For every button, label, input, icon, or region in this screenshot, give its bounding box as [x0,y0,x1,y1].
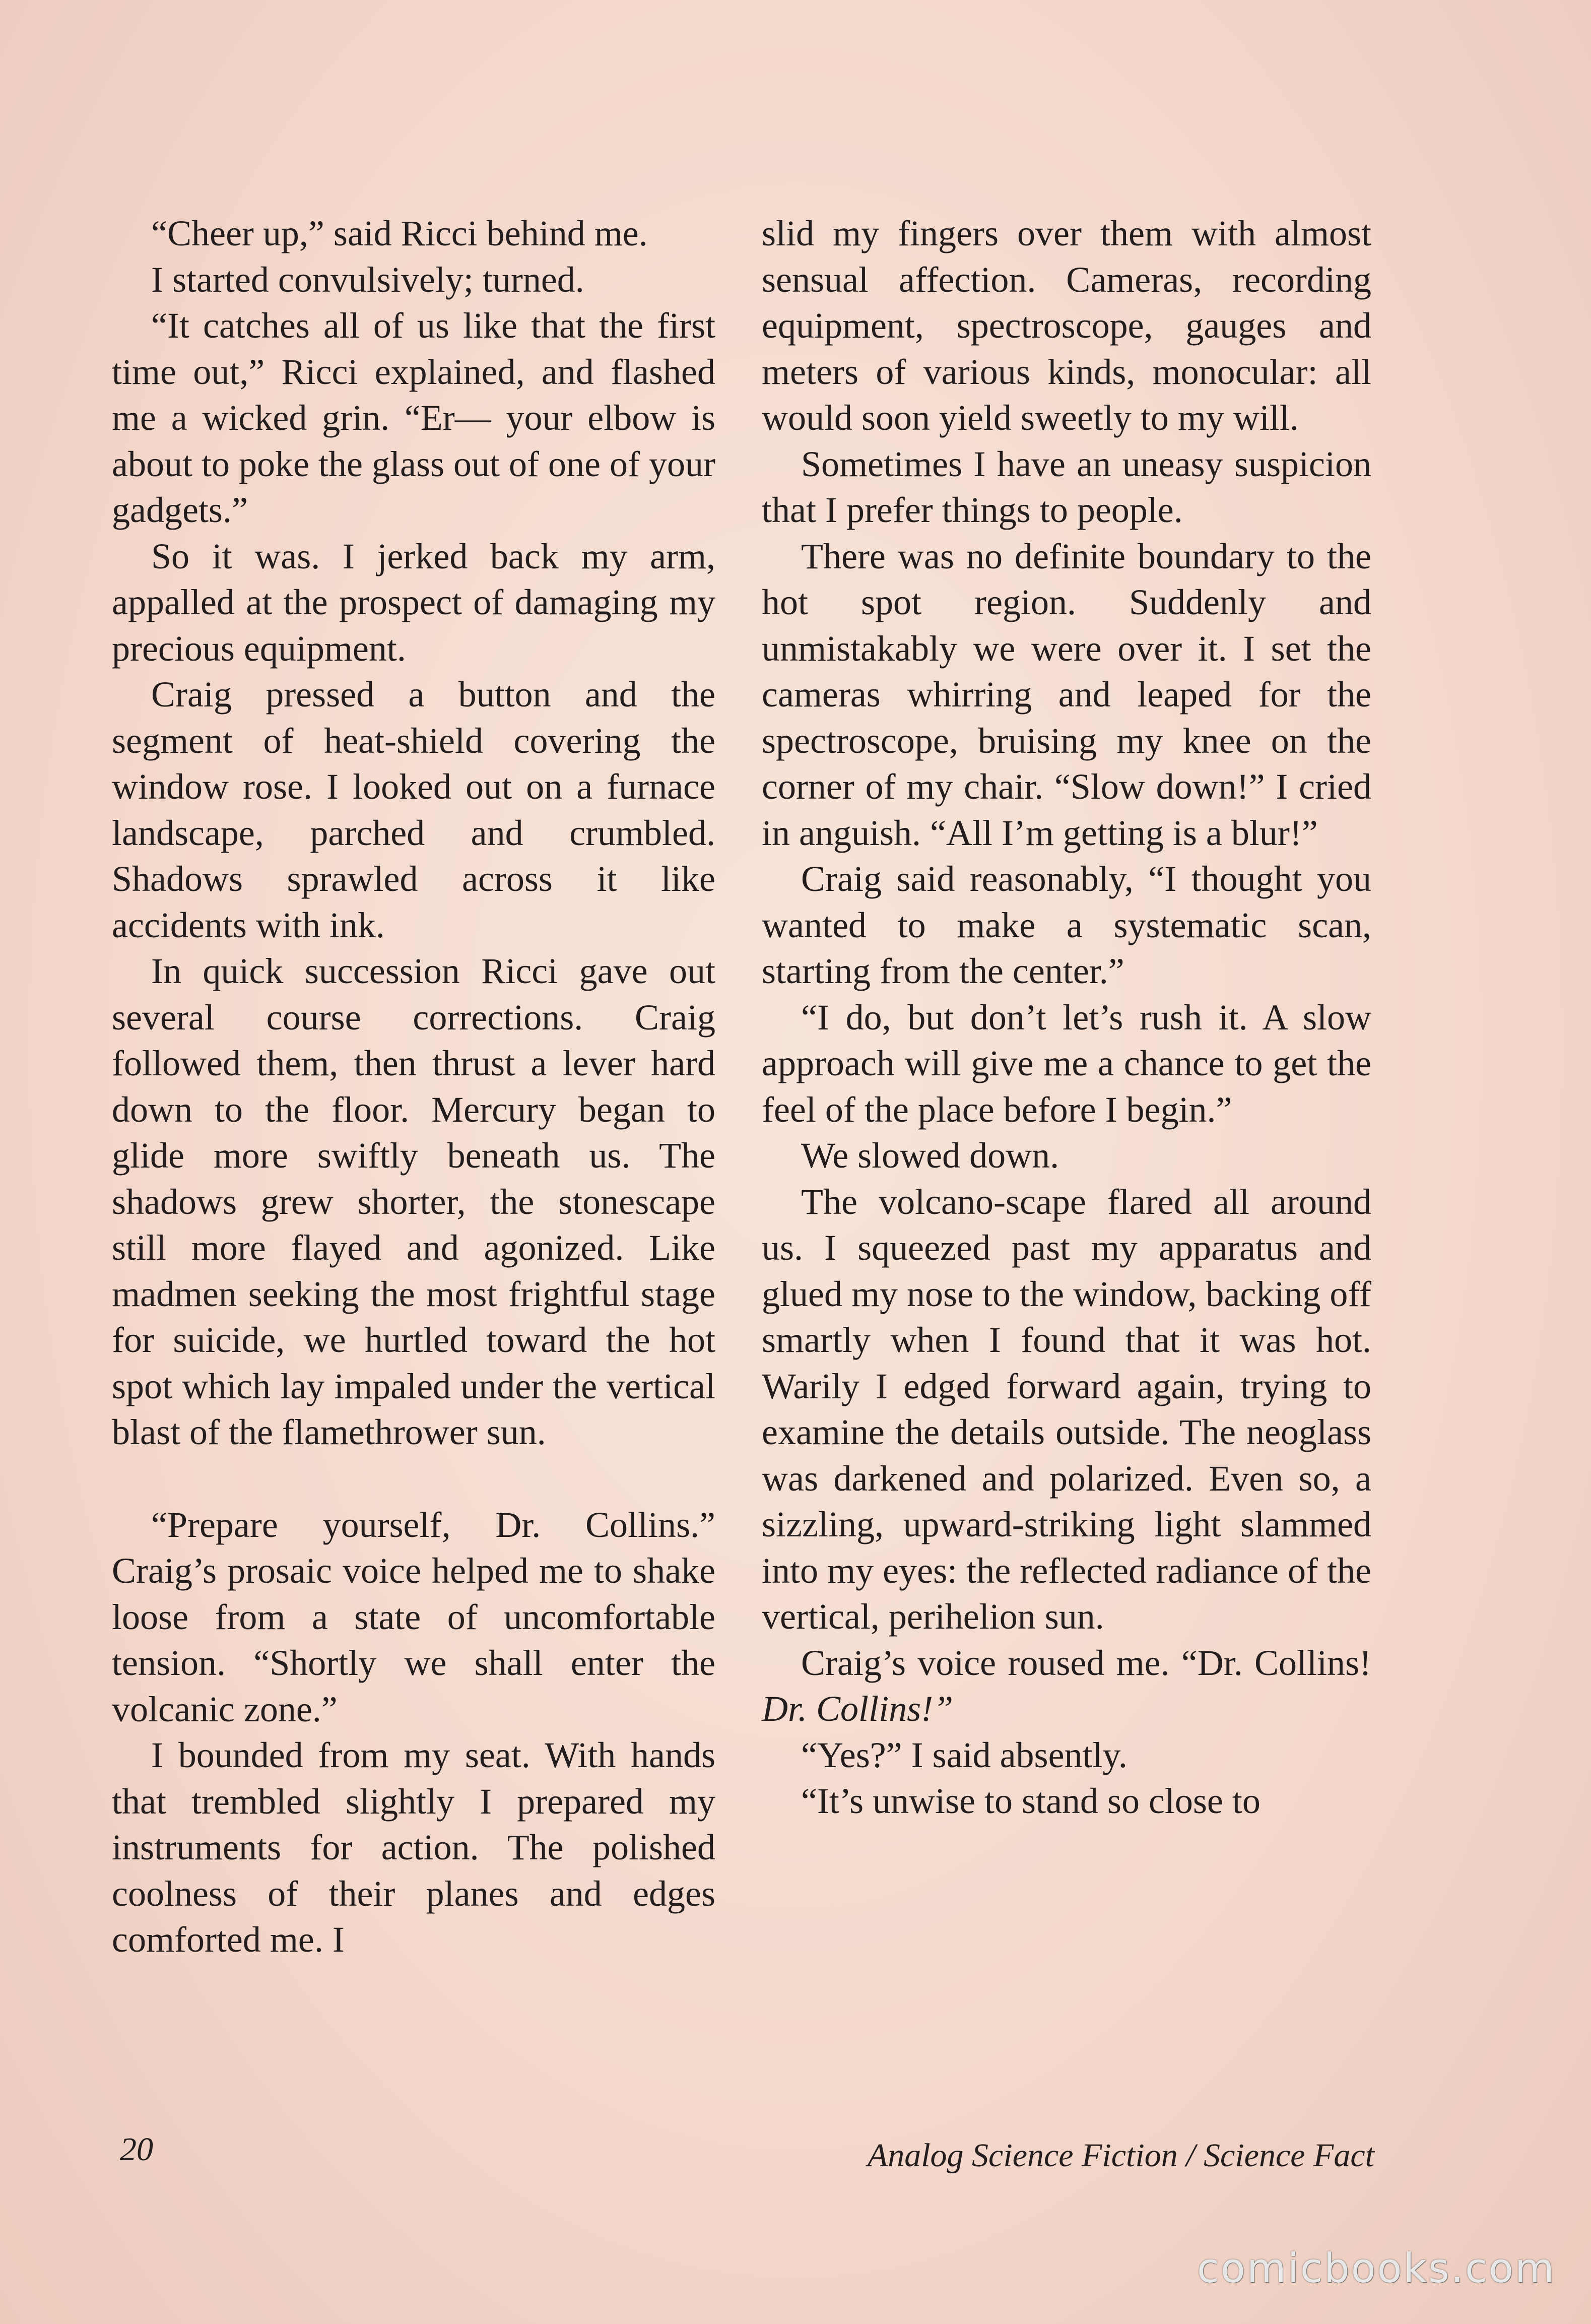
paragraph: “It’s unwise to stand so close to [801,1781,1261,1821]
paragraph: “Yes?” I said absently. [801,1734,1128,1775]
right-text-column [762,211,1371,1825]
paragraph: Craig said reasonably, “I thought you wanted to make a systematic scan, starting from the center.” [762,859,1371,991]
paragraph: In quick succession Ricci gave out several course corrections. Craig followed them, then thrust a lever hard down to the floor. Mercury began to glide more swiftly beneath us. The shadows grew shorter, the stonescape still more flayed and agonized. Like madmen seeking the most frightful stage for suicide, we hurtled toward the hot spot which lay impaled under the vertical blast of the flamethrower sun. [112,951,715,1452]
paragraph: Craig pressed a button and the segment of heat-shield covering the window rose. I looked out on a furnace landscape, parched and crumbled. Shadows sprawled across it like accidents with ink. [112,674,715,945]
watermark: comicbooks.com [1197,2245,1556,2292]
paragraph: slid my fingers over them with almost sensual affection. Cameras, recording equipment, spectroscope, gauges and meters of various kinds, monocular: all would soon yield sweetly to my will. [762,213,1371,438]
paragraph: I started convulsively; turned. [151,259,584,300]
paragraph: So it was. I jerked back my arm, appalled at the prospect of damaging my precious equipment. [112,536,715,669]
paragraph [762,1640,1371,1732]
running-footer: Analog Science Fiction / Science Fact [867,2137,1374,2174]
paragraph: I bounded from my seat. With hands that trembled slightly I prepared my instruments for action. The polished coolness of their planes and edges comforted me. I [112,1735,715,1960]
page-number: 20 [120,2131,153,2168]
left-text-column [112,211,715,1963]
paragraph: The volcano-scape flared all around us. I squeezed past my apparatus and glued my nose to the window, backing off smartly when I found that it was hot. Warily I edged forward again, trying to examine the details outside. The neoglass was darkened and polarized. Even so, a sizzling, upward-striking light slammed into my eyes: the reflected radiance of the vertical, perihelion sun. [762,1181,1371,1637]
paragraph: We slowed down. [801,1135,1059,1176]
italic-emphasis: Dr. Collins!” [762,1689,954,1729]
paragraph: “It catches all of us like that the first time out,” Ricci explained, and flashed me a wicked grin. “Er— your elbow is about to poke the glass out of one of your gadgets.” [112,305,715,530]
paragraph: “Cheer up,” said Ricci behind me. [151,213,648,253]
paragraph: Sometimes I have an uneasy suspicion that I prefer things to people. [762,443,1371,530]
paragraph-text: Craig’s voice roused me. “Dr. Collins! [801,1642,1371,1683]
paragraph: There was no definite boundary to the hot spot region. Suddenly and unmistakably we were over it. I set the cameras whirring and leaped for the spectroscope, bruising my knee on the corner of my chair. “Slow down!” I cried in anguish. “All I’m getting is a blur!” [762,536,1371,853]
paragraph: “I do, but don’t let’s rush it. A slow approach will give me a chance to get the feel of the place before I begin.” [762,997,1371,1130]
paragraph: “Prepare yourself, Dr. Collins.” Craig’s prosaic voice helped me to shake loose from a state of uncomfortable tension. “Shortly we shall enter the volcanic zone.” [112,1504,715,1729]
